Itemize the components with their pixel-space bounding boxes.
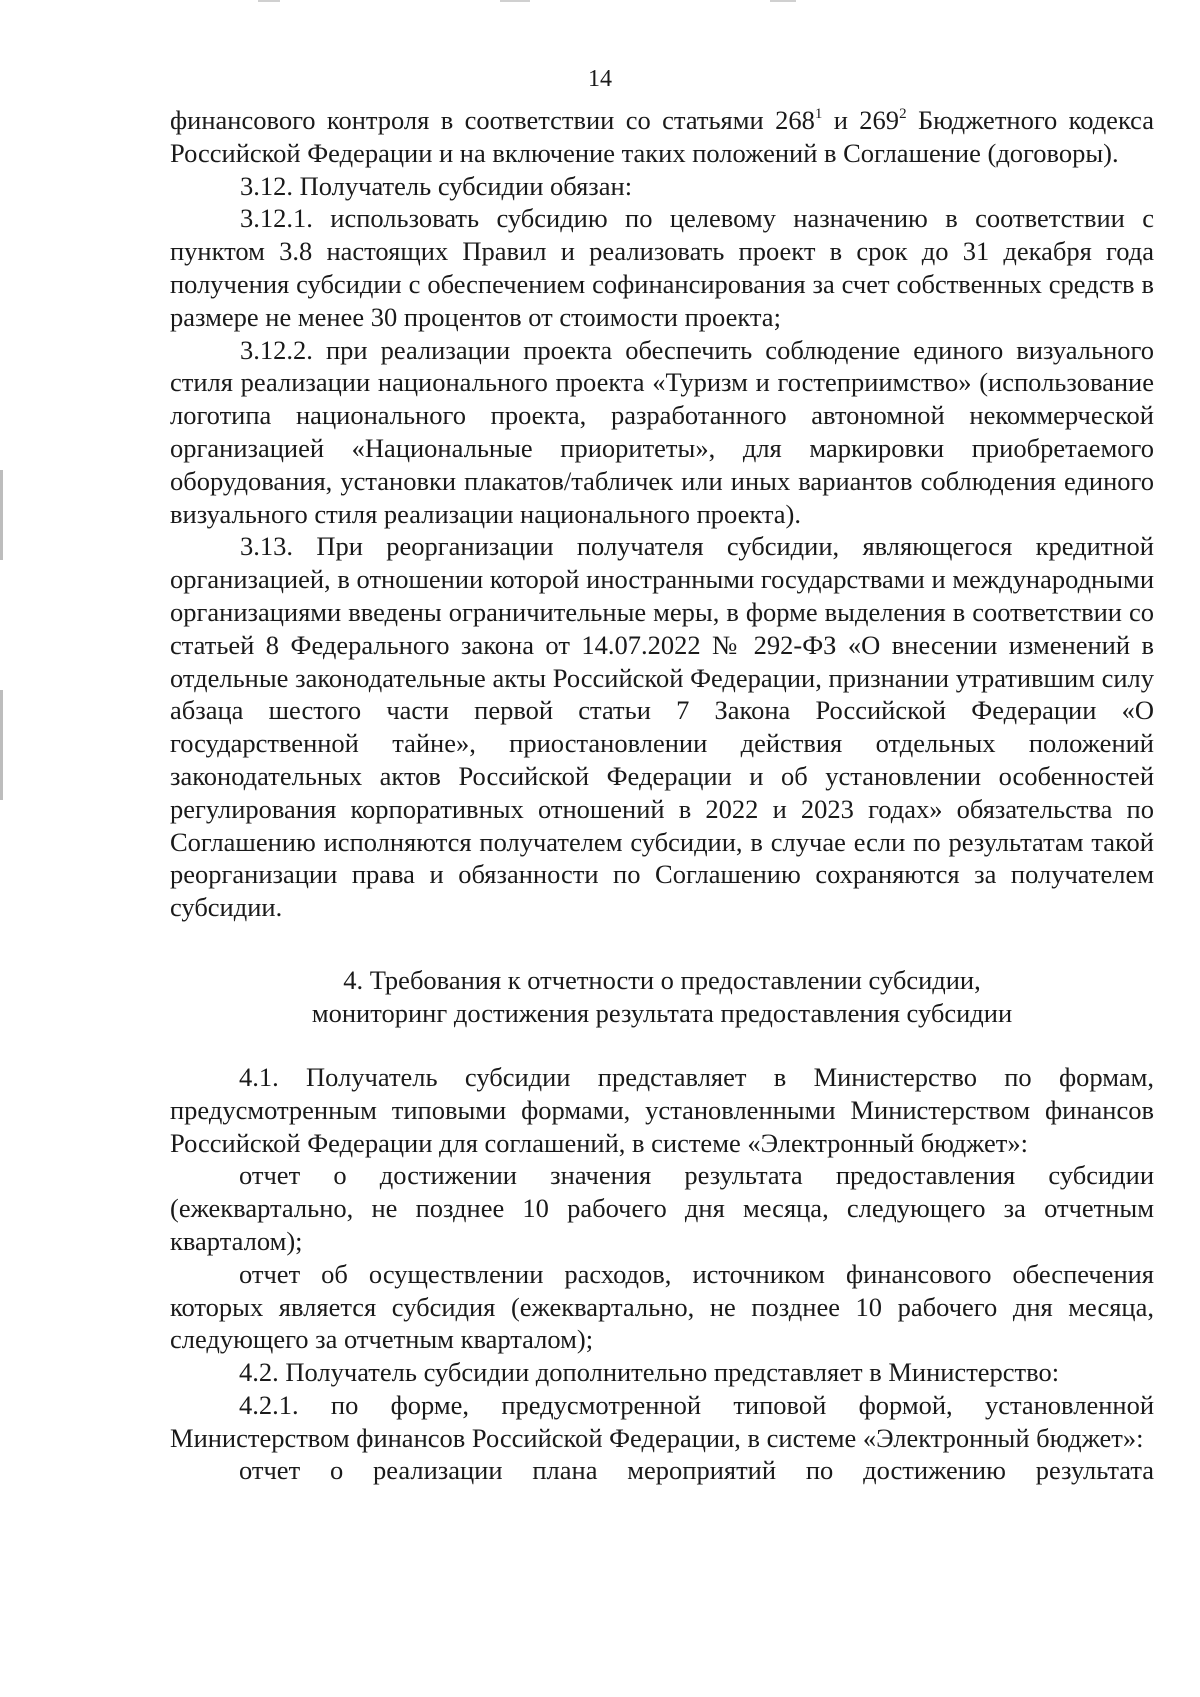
section-heading-line-1: 4. Требования к отчетности о предоставлении субсидии, xyxy=(343,964,981,995)
paragraph-4-2-1: 4.2.1. по форме, предусмотренной типовой формой, установленной Министерством финансов Российской Федерации, в системе «Электронный бюджет»: xyxy=(170,1389,1154,1453)
paragraph-3-12-2: 3.12.2. при реализации проекта обеспечить соблюдение единого визуального стиля реализации национального проекта «Туризм и гостеприимство» (использование логотипа национального проекта, разработанного автономной некоммерческой организацией «Национальные приоритеты», для маркировки приобретаемого оборудования, установки плакатов/табличек или иных вариантов соблюдения единого визуального стиля реализации национального проекта). xyxy=(170,334,1154,529)
superscript: 1 xyxy=(814,106,823,122)
scan-edge-mark xyxy=(0,470,3,560)
superscript: 2 xyxy=(899,106,907,122)
scan-artifact xyxy=(500,0,530,2)
section-heading-line-2: мониторинг достижения результата предоставления субсидии xyxy=(311,997,1013,1028)
scan-artifact xyxy=(258,0,280,2)
page-number: 14 xyxy=(588,66,612,92)
paragraph-continuation xyxy=(170,104,1154,170)
scan-edge-mark xyxy=(0,690,3,800)
paragraph-3-12-1: 3.12.1. использовать субсидию по целевому назначению в соответствии с пунктом 3.8 настоящих Правил и реализовать проект в срок до 31 декабря года получения субсидии с обеспечением софинансирования за счет собственных средств в размере не менее 30 процентов от стоимости проекта; xyxy=(170,203,1154,332)
text-fragment: Бюджетного кодекса Российской Федерации и на включение таких положений в Соглашение (договоры). xyxy=(170,105,1155,168)
paragraph-report-result: отчет о достижении значения результата предоставления субсидии (ежеквартально, не позднее 10 рабочего дня месяца, следующего за отчетным кварталом); xyxy=(170,1160,1154,1256)
document-body xyxy=(170,104,1154,1487)
text-fragment: и 269 xyxy=(822,105,900,135)
paragraph-3-12: 3.12. Получатель субсидии обязан: xyxy=(240,170,633,201)
section-heading xyxy=(170,964,1154,1030)
text-fragment: финансового контроля в соответствии со статьями 268 xyxy=(170,105,815,135)
paragraph-4-1: 4.1. Получатель субсидии представляет в Министерство по формам, предусмотренным типовыми формами, установленными Министерством финансов Российской Федерации для соглашений, в системе «Электронный бюджет»: xyxy=(170,1061,1154,1158)
paragraph-report-expenses: отчет об осуществлении расходов, источником финансового обеспечения которых является субсидия (ежеквартально, не позднее 10 рабочего дня месяца, следующего за отчетным кварталом); xyxy=(170,1258,1154,1355)
scan-artifact xyxy=(770,0,796,2)
paragraph-4-2: 4.2. Получатель субсидии дополнительно представляет в Министерство: xyxy=(239,1357,1060,1388)
paragraph-3-13: 3.13. При реорганизации получателя субсидии, являющегося кредитной организацией, в отношении которой иностранными государствами и международными организациями введены ограничительные меры, в форме выделения в соответствии со статьей 8 Федерального закона от 14.07.2022 № 292-ФЗ «О внесении изменений в отдельные законодательные акты Российской Федерации, признании утратившим силу абзаца шестого части первой статьи 7 Закона Российской Федерации «О государственной тайне», приостановлении действия отдельных положений законодательных актов Российской Федерации и об установлении особенностей регулирования корпоративных отношений в 2022 и 2023 годах» обязательства по Соглашению исполняются получателем субсидии, в случае если по результатам такой реорганизации права и обязанности по Соглашению сохраняются за получателем субсидии. xyxy=(170,531,1154,923)
paragraph-report-plan: отчет о реализации плана мероприятий по достижению результата xyxy=(239,1455,1154,1486)
